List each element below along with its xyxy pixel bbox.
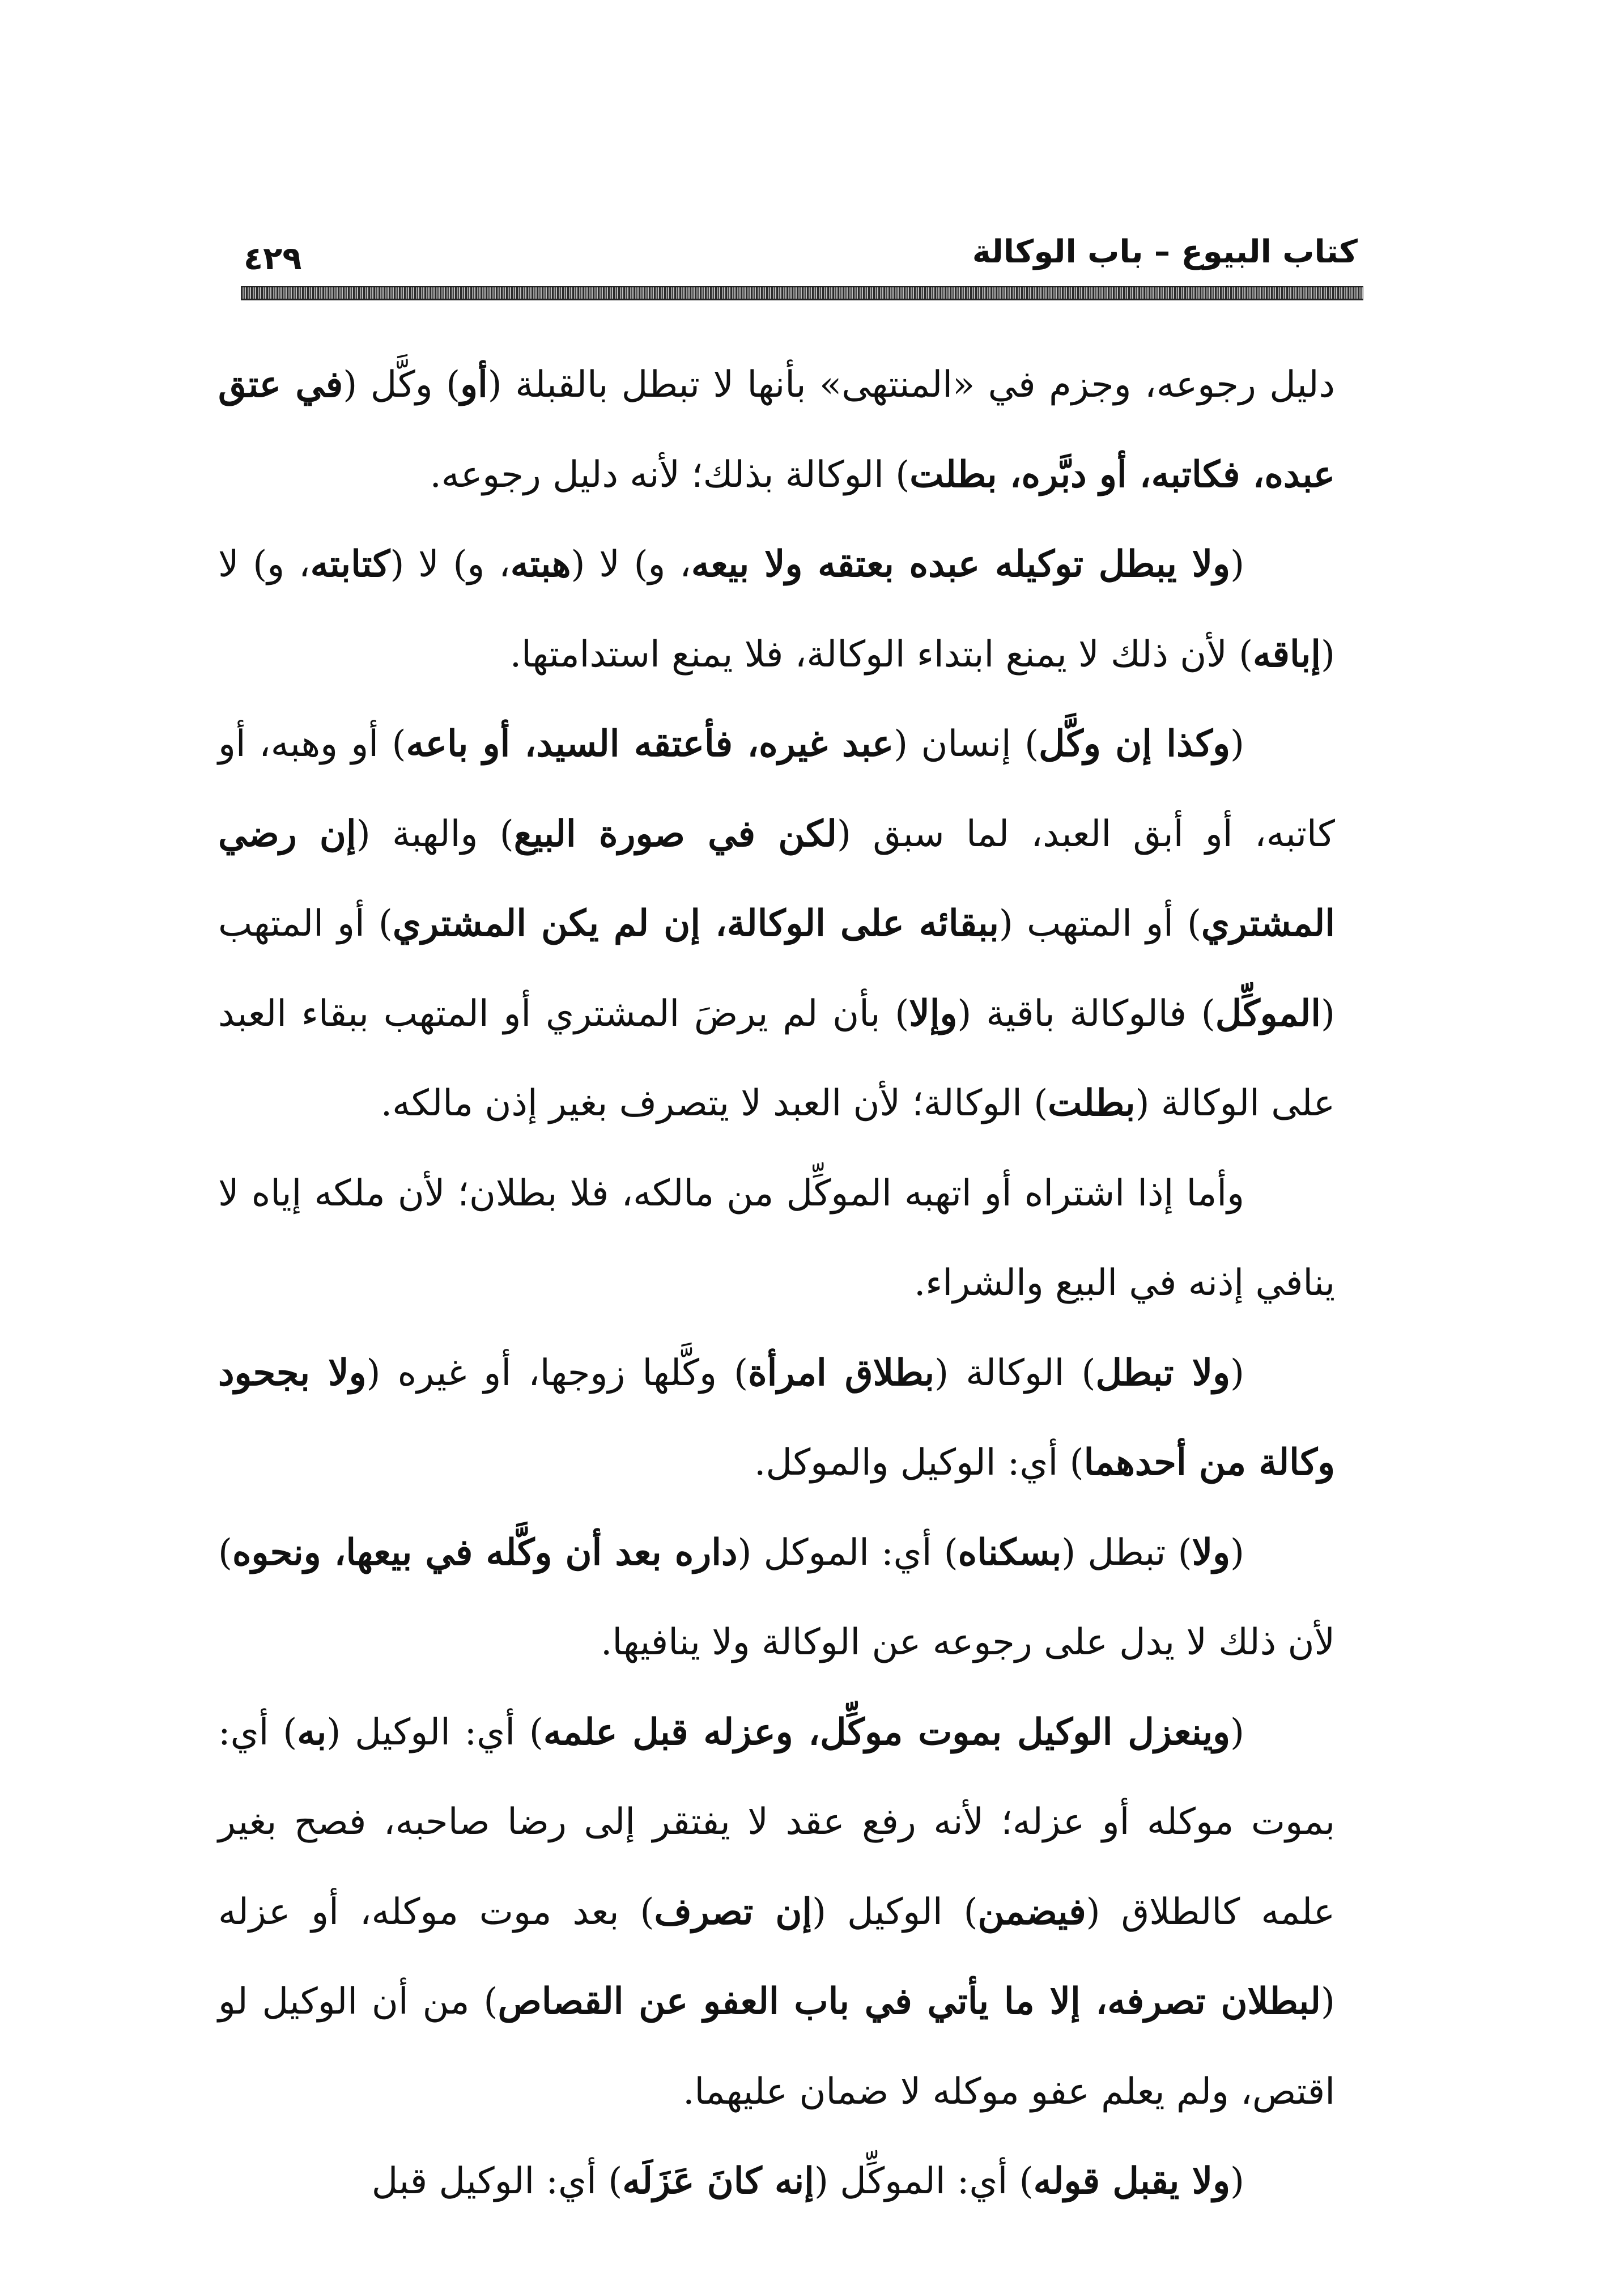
bold-text-segment: أو: [460, 363, 488, 406]
bold-text-segment: الموكِّل: [1215, 992, 1321, 1035]
bold-text-segment: ولا يقبل قوله: [1033, 2160, 1231, 2202]
bold-text-segment: ولا بجحود وكالة من أحدهما: [218, 1351, 1335, 1484]
text-segment: ) الوكيل (: [812, 1891, 978, 1933]
text-segment: (: [1230, 543, 1245, 585]
text-segment: (: [1230, 1711, 1245, 1753]
bold-text-segment: بطلاق امرأة: [748, 1351, 935, 1394]
bold-text-segment: داره بعد أن وكَّله في بيعها، ونحوه: [232, 1531, 738, 1574]
text-segment: ) أي: الوكيل قبل: [371, 2160, 623, 2202]
paragraph: [218, 1328, 1335, 1508]
text-segment: ) الوكالة؛ لأن العبد لا يتصرف بغير إذن مالكه.: [380, 1082, 1048, 1124]
text-segment: ) وكَّلها زوجها، أو غيره (: [366, 1352, 749, 1394]
text-segment: ) أي: بموت موكله أو عزله؛ لأنه رفع عقد لا يفتقر إلى رضا صاحبه، فصح بغير علمه كالطلاق (: [218, 1711, 1335, 1933]
page-number: ٤٢٩: [244, 240, 302, 277]
paragraph: [218, 520, 1335, 699]
paragraph: [218, 340, 1335, 520]
text-segment: وأما إذا اشتراه أو اتهبه الموكِّل من مالكه، فلا بطلان؛ لأن ملكه إياه لا ينافي إذنه في البيع والشراء.: [218, 1172, 1335, 1304]
paragraph: [218, 2137, 1335, 2227]
text-segment: ، و) لا (: [390, 543, 511, 585]
bold-text-segment: به: [297, 1710, 327, 1753]
text-segment: ) أي: الموكل (: [737, 1531, 958, 1574]
bold-text-segment: بسكناه: [958, 1531, 1062, 1574]
bold-text-segment: وينعزل الوكيل بموت موكِّل، وعزله قبل علمه: [543, 1710, 1231, 1753]
text-segment: ) أو المتهب (: [998, 903, 1201, 945]
bold-text-segment: فيضمن: [977, 1890, 1086, 1933]
bold-text-segment: إن تصرف: [654, 1890, 813, 1933]
text-segment: ) من أن الوكيل لو اقتص، ولم يعلم عفو موكله لا ضمان عليهما.: [218, 1981, 1335, 2113]
bold-text-segment: عبد غيره، فأعتقه السيد، أو باعه: [406, 723, 894, 765]
text-segment: ) أي: الوكيل (: [326, 1711, 543, 1753]
bold-text-segment: في عتق عبده، فكاتبه، أو دبَّره، بطلت: [218, 363, 1335, 496]
paragraph: [218, 1508, 1335, 1688]
text-segment: ) أو المتهب (: [218, 903, 1336, 1035]
text-segment: ) بعد موت موكله، أو عزله (: [218, 1891, 1336, 2023]
bold-text-segment: كتابته: [310, 543, 390, 585]
bold-text-segment: وإلا: [909, 992, 958, 1035]
bold-text-segment: ولا يبطل توكيله عبده بعتقه ولا بيعه: [691, 543, 1231, 585]
text-segment: ) أو وهبه، أو كاتبه، أو أبق العبد، لما سبق (: [218, 723, 1336, 855]
text-segment: دليل رجوعه، وجزم في «المنتهى» بأنها لا تبطل بالقبلة (: [487, 364, 1336, 406]
bold-text-segment: إن رضي المشتري: [218, 812, 1336, 945]
bold-text-segment: ببقائه على الوكالة، إن لم يكن المشتري: [392, 902, 999, 945]
text-segment: ) إنسان (: [894, 723, 1039, 765]
paragraph: [218, 699, 1335, 1149]
paragraph: [218, 1688, 1335, 2137]
bold-text-segment: ولا: [1192, 1531, 1231, 1574]
text-segment: ) الوكالة بذلك؛ لأنه دليل رجوعه.: [430, 453, 910, 496]
text-segment: ) وكَّل (: [343, 364, 461, 406]
text-segment: (: [1230, 1352, 1244, 1394]
text-segment: ) الوكالة (: [934, 1352, 1096, 1394]
paragraph: [218, 1149, 1335, 1328]
running-head: كتاب البيوع – باب الوكالة: [972, 233, 1358, 270]
header-rule: [241, 286, 1363, 300]
text-segment: (: [1230, 723, 1245, 765]
bold-text-segment: لكن في صورة البيع: [513, 812, 837, 855]
text-segment: ) فالوكالة باقية (: [957, 992, 1215, 1035]
bold-text-segment: ولا تبطل: [1095, 1351, 1231, 1394]
bold-text-segment: إنه كانَ عَزَلَه: [622, 2160, 814, 2202]
text-segment: ) بأن لم يرضَ المشتري أو المتهب ببقاء العبد على الوكالة (: [218, 992, 1335, 1124]
bold-text-segment: بطلت: [1048, 1082, 1136, 1124]
text-segment: (: [1230, 2160, 1244, 2202]
text-segment: ) لأن ذلك لا يمنع ابتداء الوكالة، فلا يمنع استدامتها.: [509, 633, 1253, 676]
text-segment: ) لأن ذلك لا يدل على رجوعه عن الوكالة ولا ينافيها.: [218, 1531, 1335, 1663]
text-segment: ، و) لا (: [571, 543, 691, 585]
page-header: [244, 224, 1358, 286]
bold-text-segment: لبطلان تصرفه، إلا ما يأتي في باب العفو عن القصاص: [498, 1980, 1321, 2023]
text-segment: ) أي: الموكِّل (: [814, 2160, 1034, 2202]
text-segment: ، و) لا (: [218, 543, 1335, 676]
body-text: [218, 340, 1335, 2227]
text-segment: ) أي: الوكيل والموكل.: [754, 1442, 1084, 1484]
text-segment: (: [1230, 1531, 1245, 1574]
text-segment: ) تبطل (: [1061, 1531, 1192, 1574]
bold-text-segment: إباقه: [1253, 632, 1321, 676]
bold-text-segment: وكذا إن وكَّل: [1039, 723, 1231, 765]
bold-text-segment: هبته: [510, 543, 571, 585]
text-segment: ) والهبة (: [356, 813, 514, 855]
